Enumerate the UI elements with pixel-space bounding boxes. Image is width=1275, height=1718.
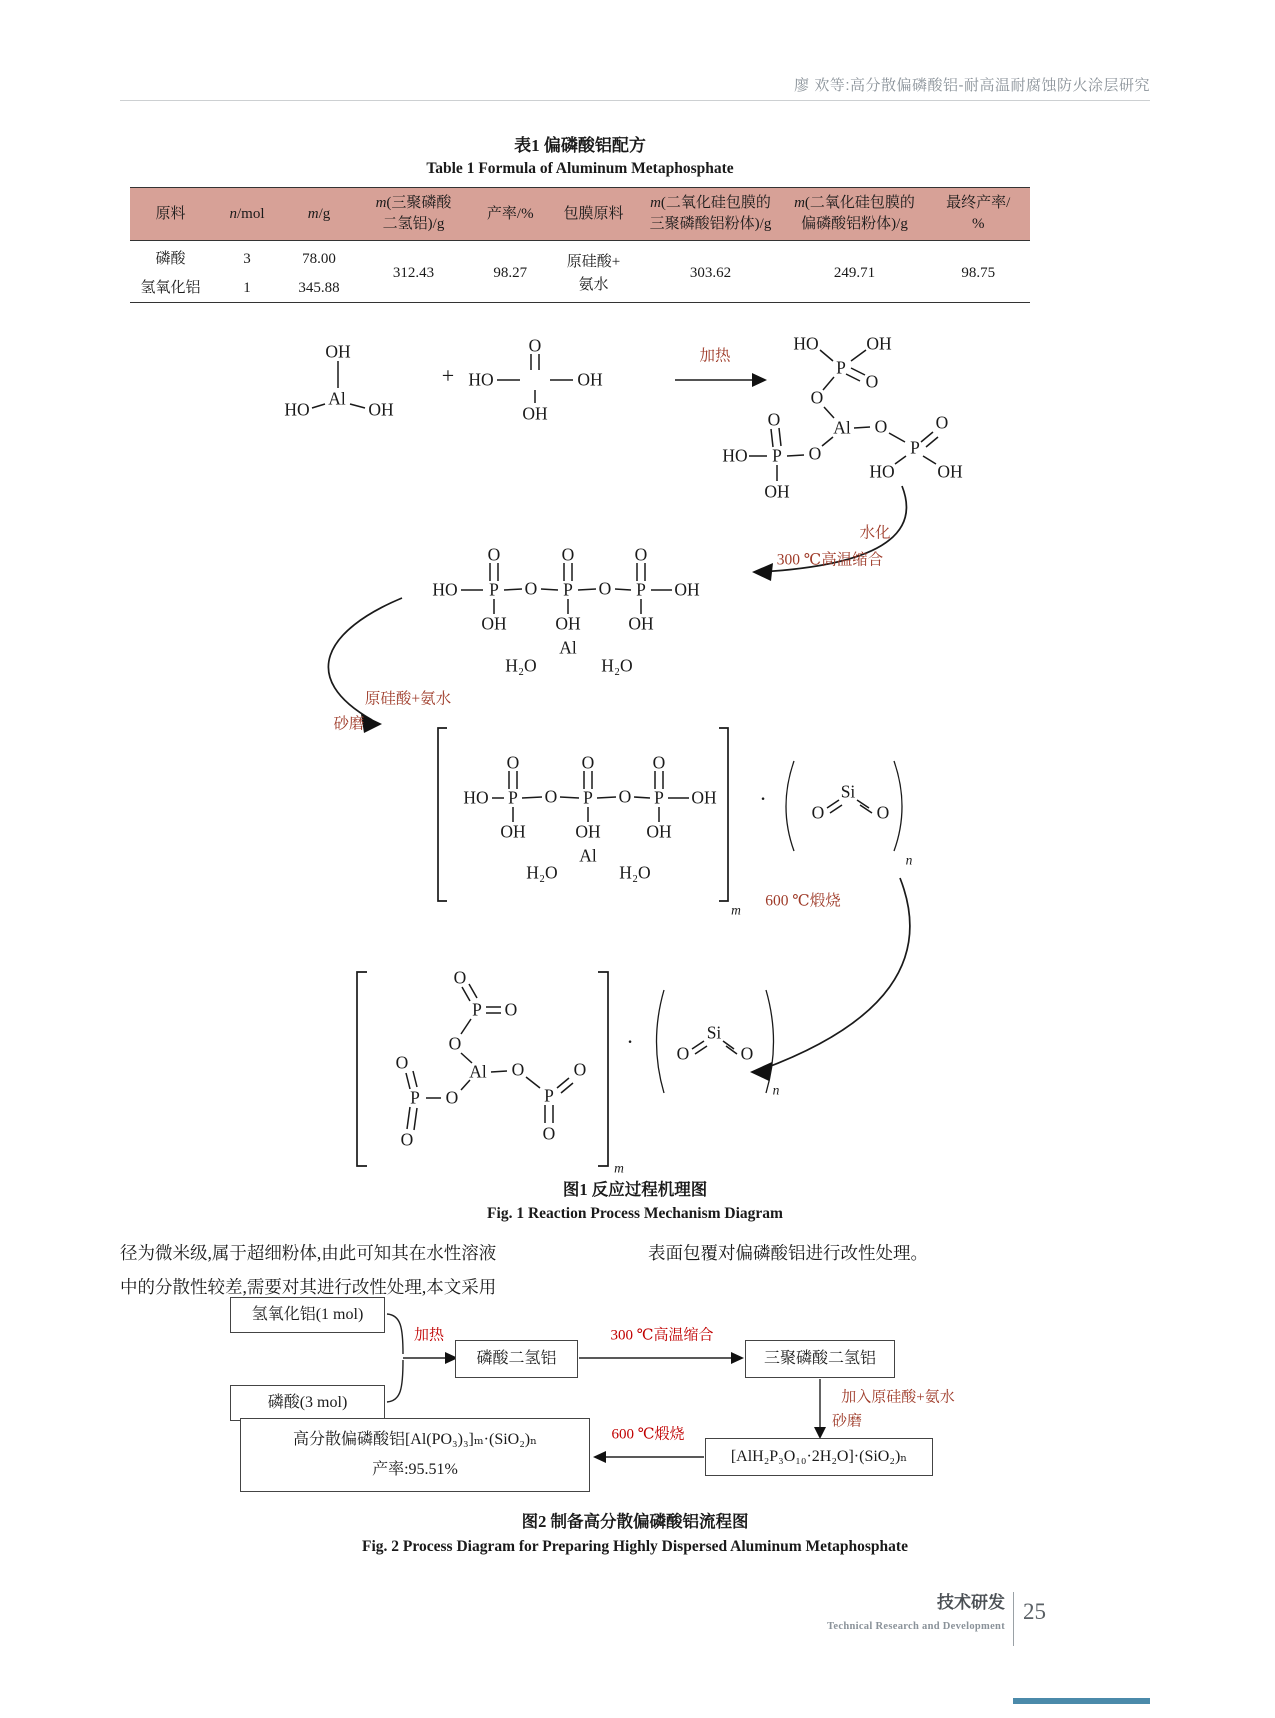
- atom-label: OH: [368, 399, 394, 420]
- flow-box-aluminum-tripolyphosphate: [745, 1340, 895, 1378]
- atom-label: m: [614, 1160, 624, 1176]
- figure1-bonds-svg: [130, 300, 1150, 1180]
- atom-label: O: [448, 1033, 462, 1054]
- reaction-condition-label: 原硅酸+氨水: [364, 690, 452, 708]
- atom-label: OH: [575, 821, 601, 842]
- atom-label: P: [563, 579, 573, 600]
- table-cell: 3: [243, 251, 251, 267]
- flow-box-label: 磷酸二氢铝: [476, 1350, 557, 1368]
- atom-label: P: [410, 1087, 420, 1108]
- atom-label: O: [876, 802, 890, 823]
- flow-box-phosphoric-acid: [230, 1385, 385, 1421]
- atom-label: OH: [555, 613, 581, 634]
- figure1-caption-zh: 图1 反应过程机理图: [562, 1180, 708, 1199]
- column-header: m(三聚磷酸 二氢铝)/g: [355, 188, 472, 241]
- arrow-label-grind: 砂磨: [831, 1413, 863, 1430]
- table-cell-merged: 249.71: [833, 265, 876, 282]
- atom-label: H₂O: [619, 862, 651, 883]
- atom-label: P: [508, 787, 518, 808]
- atom-label: HO: [463, 787, 489, 808]
- atom-label: O: [767, 409, 781, 430]
- column-header: n/mol: [211, 188, 283, 241]
- flow-box-yield: 产率:95.51%: [372, 1461, 458, 1478]
- atom-label: OH: [577, 369, 603, 390]
- column-header: 原料: [130, 188, 211, 241]
- arrow-label-add-silicic: 加入原硅酸+氨水: [841, 1389, 955, 1406]
- atom-label: m: [731, 902, 741, 918]
- atom-label: OH: [866, 333, 892, 354]
- column-header: 包膜原料: [549, 188, 639, 241]
- table-cell-merged: 98.75: [961, 265, 996, 282]
- figure1-mechanism-diagram: [130, 300, 1150, 1180]
- atom-label: O: [524, 578, 538, 599]
- atom-label: O: [573, 1059, 587, 1080]
- atom-label: O: [561, 544, 575, 565]
- atom-label: O: [652, 752, 666, 773]
- atom-label: O: [581, 752, 595, 773]
- reaction-condition-label: 300 ℃高温缩合: [776, 551, 884, 569]
- figure2-flow-diagram: [120, 1288, 1150, 1504]
- atom-label: O: [634, 544, 648, 565]
- atom-label: H₂O: [526, 862, 558, 883]
- table-cell: 345.88: [298, 279, 340, 296]
- atom-label: Al: [559, 637, 577, 658]
- figure1-caption-en: Fig. 1 Reaction Process Mechanism Diagram: [487, 1205, 783, 1222]
- atom-label: O: [487, 544, 501, 565]
- atom-label: HO: [793, 333, 819, 354]
- atom-label: OH: [500, 821, 526, 842]
- column-header: m(二氧化硅包膜的 偏磷酸铝粉体)/g: [783, 188, 927, 241]
- table-cell: 磷酸: [155, 251, 186, 267]
- flow-box-aluminum-hydroxide: [230, 1297, 385, 1333]
- atom-label: +: [441, 363, 455, 388]
- atom-label: Al: [469, 1061, 487, 1082]
- flow-box-label: 磷酸(3 mol): [267, 1394, 348, 1412]
- atom-label: Si: [706, 1022, 722, 1043]
- atom-label: ·: [626, 1029, 634, 1054]
- atom-label: ·: [759, 786, 767, 811]
- atom-label: O: [504, 999, 518, 1020]
- column-header: 产率/%: [472, 188, 549, 241]
- reaction-condition-label: 水化: [859, 524, 891, 542]
- table-cell: 氢氧化铝: [140, 279, 201, 296]
- atom-label: O: [740, 1043, 754, 1064]
- atom-label: O: [544, 786, 558, 807]
- reaction-condition-label: 600 ℃煅烧: [765, 892, 841, 910]
- table1-section: [130, 131, 1030, 303]
- atom-label: O: [618, 786, 632, 807]
- formula-table-head: [130, 188, 1030, 241]
- atom-label: O: [598, 578, 612, 599]
- atom-label: H₂O: [505, 655, 537, 676]
- atom-label: P: [544, 1085, 554, 1106]
- flow-box-label: 氢氧化铝(1 mol): [251, 1306, 364, 1324]
- atom-label: HO: [468, 369, 494, 390]
- atom-label: O: [808, 443, 822, 464]
- atom-label: n: [772, 1082, 780, 1098]
- table-cell-merged: 98.27: [493, 265, 528, 282]
- atom-label: P: [583, 787, 593, 808]
- atom-label: O: [445, 1087, 459, 1108]
- running-header-text: 廖 欢等:高分散偏磷酸铝-耐高温耐腐蚀防火涂层研究: [794, 77, 1150, 94]
- atom-label: P: [654, 787, 664, 808]
- reaction-condition-label: 加热: [699, 347, 731, 365]
- atom-label: O: [453, 967, 467, 988]
- formula-table: [130, 187, 1030, 303]
- figure2-caption-en: Fig. 2 Process Diagram for Preparing Highly Dispersed Aluminum Metaphosphate: [362, 1538, 908, 1555]
- flow-box-final-product: [240, 1418, 590, 1492]
- flow-box-label: 三聚磷酸二氢铝: [763, 1350, 876, 1368]
- footer-divider: [1013, 1592, 1014, 1646]
- atom-label: O: [811, 802, 825, 823]
- atom-label: HO: [432, 579, 458, 600]
- atom-label: OH: [691, 787, 717, 808]
- atom-label: Al: [579, 845, 597, 866]
- running-header: [120, 74, 1150, 95]
- table-cell-merged: 303.62: [689, 265, 732, 282]
- atom-label: O: [874, 416, 888, 437]
- atom-label: OH: [628, 613, 654, 634]
- atom-label: OH: [764, 481, 790, 502]
- arrow-label-calcine: 600 ℃煅烧: [611, 1426, 685, 1443]
- table-cell-merged: 原硅酸+ 氨水: [566, 254, 621, 293]
- atom-label: OH: [646, 821, 672, 842]
- atom-label: Si: [840, 781, 856, 802]
- formula-table-body: [130, 241, 1030, 303]
- atom-label: O: [395, 1052, 409, 1073]
- footer-section-zh: 技术研发: [937, 1593, 1005, 1612]
- figure2-caption-zh: 图2 制备高分散偏磷酸铝流程图: [521, 1512, 749, 1531]
- atom-label: OH: [522, 403, 548, 424]
- atom-label: n: [905, 852, 913, 868]
- flow-box-silica-coated: [705, 1438, 933, 1476]
- column-header: 最终产率/ %: [927, 188, 1031, 241]
- atom-label: O: [865, 371, 879, 392]
- atom-label: O: [935, 412, 949, 433]
- atom-label: P: [472, 999, 482, 1020]
- atom-label: O: [511, 1059, 525, 1080]
- arrow-label-condense: 300 ℃高温缩合: [610, 1327, 714, 1344]
- column-header: m(二氧化硅包膜的 三聚磷酸铝粉体)/g: [639, 188, 783, 241]
- body-line: 径为微米级,属于超细粉体,由此可知其在水性溶液: [120, 1243, 497, 1263]
- atom-label: O: [810, 387, 824, 408]
- flow-box-aluminum-dihydrogen-phosphate: [455, 1340, 578, 1378]
- atom-label: HO: [869, 461, 895, 482]
- footer-accent-bar: [1013, 1698, 1150, 1704]
- atom-label: OH: [481, 613, 507, 634]
- table-cell: 78.00: [302, 251, 336, 267]
- reaction-condition-label: 砂磨: [333, 715, 365, 733]
- atom-label: O: [542, 1123, 556, 1144]
- atom-label: HO: [284, 399, 310, 420]
- table-cell: 1: [243, 279, 251, 296]
- atom-label: H₂O: [601, 655, 633, 676]
- table1-title-en: Table 1 Formula of Aluminum Metaphosphate: [426, 160, 734, 177]
- atom-label: O: [528, 335, 542, 356]
- flow-box-label: 高分散偏磷酸铝[Al(PO₃)₃]ₘ·(SiO₂)ₙ: [292, 1431, 538, 1449]
- table-cell-merged: 312.43: [392, 265, 435, 282]
- atom-label: P: [489, 579, 499, 600]
- footer-section-en: Technical Research and Development: [827, 1621, 1005, 1632]
- atom-label: P: [772, 445, 782, 466]
- atom-label: O: [506, 752, 520, 773]
- body-line: 中的分散性较差,需要对其进行改性处理,本文采用: [120, 1277, 497, 1298]
- atom-label: P: [910, 437, 920, 458]
- arrow-label-heat: 加热: [413, 1327, 445, 1344]
- atom-label: Al: [328, 388, 346, 409]
- atom-label: P: [836, 357, 846, 378]
- column-header: m/g: [283, 188, 355, 241]
- atom-label: O: [676, 1043, 690, 1064]
- atom-label: OH: [674, 579, 700, 600]
- atom-label: O: [400, 1129, 414, 1150]
- atom-label: Al: [833, 417, 851, 438]
- atom-label: P: [636, 579, 646, 600]
- atom-label: OH: [325, 341, 351, 362]
- flow-box-label: [AlH₂P₃O₁₀·2H₂O]·(SiO₂)ₙ: [730, 1448, 908, 1466]
- header-rule: [120, 100, 1150, 101]
- page-number: 25: [1023, 1599, 1046, 1624]
- atom-label: HO: [722, 445, 748, 466]
- table1-title-zh: 表1 偏磷酸铝配方: [514, 136, 646, 155]
- atom-label: OH: [937, 461, 963, 482]
- body-line: 表面包覆对偏磷酸铝进行改性处理。: [648, 1243, 928, 1263]
